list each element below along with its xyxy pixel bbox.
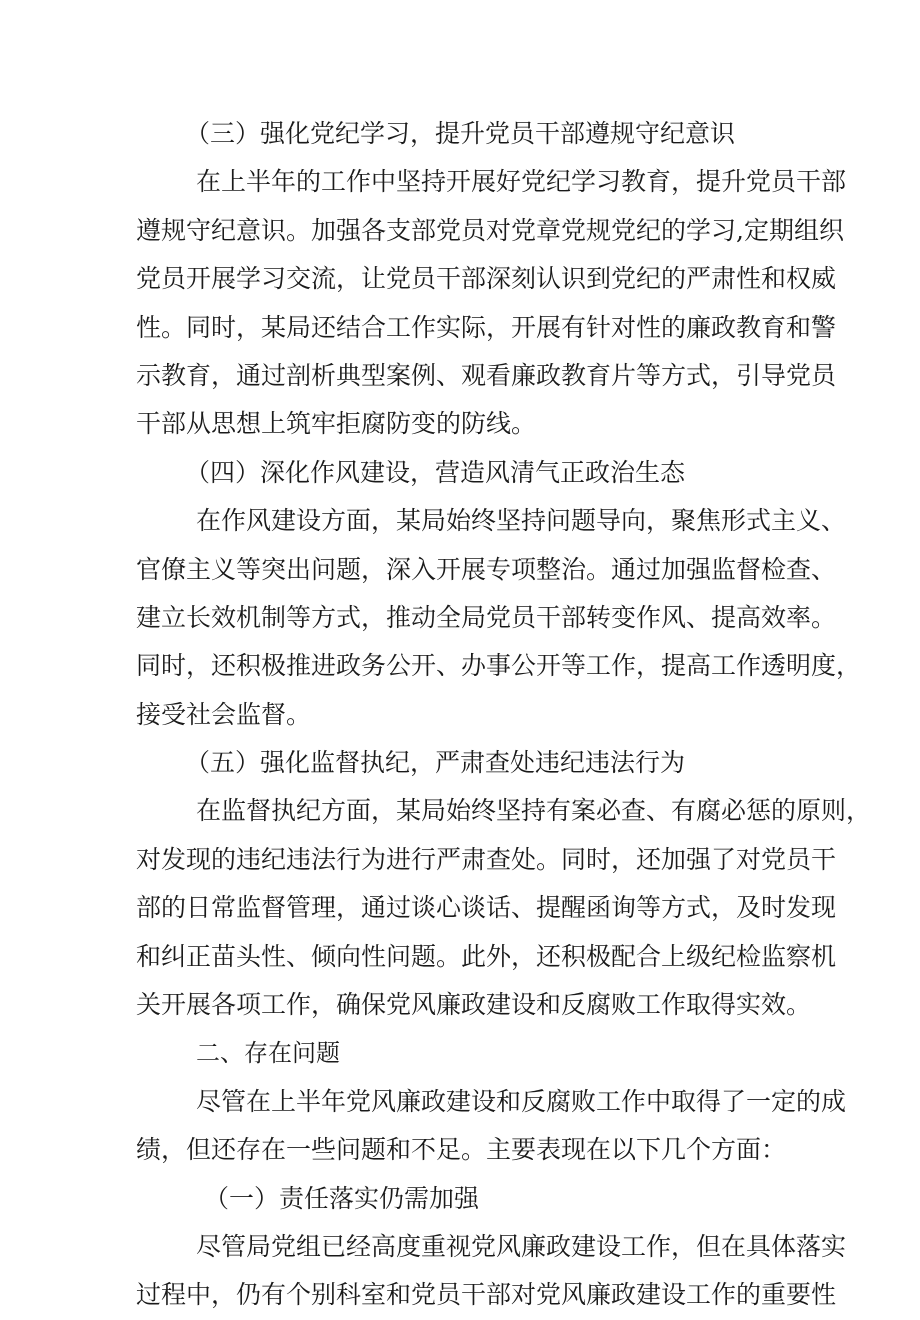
- paragraph-line: 接受社会监督。: [136, 699, 312, 729]
- paragraph-line: 过程中，仍有个别科室和党员干部对党风廉政建设工作的重要性: [136, 1280, 837, 1310]
- paragraph-line: 性。同时，某局还结合工作实际，开展有针对性的廉政教育和警: [136, 312, 837, 342]
- section-heading-3: （三）强化党纪学习，提升党员干部遵规守纪意识: [185, 119, 736, 148]
- paragraph-line: 官僚主义等突出问题，深入开展专项整治。通过加强监督检查、: [136, 554, 837, 584]
- subsection-heading-1: （一）责任落实仍需加强: [204, 1183, 480, 1213]
- paragraph-line: 遵规守纪意识。加强各支部党员对党章党规党纪的学习,定期组织: [136, 215, 844, 245]
- paragraph-line: 党员开展学习交流，让党员干部深刻认识到党纪的严肃性和权威: [136, 264, 837, 294]
- paragraph-line: 建立长效机制等方式，推动全局党员干部转变作风、提高效率。: [136, 602, 837, 632]
- paragraph-line: 部的日常监督管理，通过谈心谈话、提醒函询等方式，及时发现: [136, 893, 837, 923]
- section-heading-5: （五）强化监督执纪，严肃查处违纪违法行为: [185, 748, 686, 778]
- paragraph-line: 在监督执纪方面，某局始终坚持有案必查、有腐必惩的原则，: [196, 796, 872, 826]
- paragraph-line: 同时，还积极推进政务公开、办事公开等工作，提高工作透明度，: [136, 651, 862, 681]
- section-heading-4: （四）深化作风建设，营造风清气正政治生态: [185, 457, 686, 487]
- paragraph-line: 关开展各项工作，确保党风廉政建设和反腐败工作取得实效。: [136, 990, 812, 1020]
- document-body: [136, 110, 872, 1320]
- paragraph-line: 示教育，通过剖析典型案例、观看廉政教育片等方式，引导党员: [136, 360, 837, 390]
- paragraph-line: 和纠正苗头性、倾向性问题。此外，还积极配合上级纪检监察机: [136, 941, 837, 971]
- paragraph-line: 在作风建设方面，某局始终坚持问题导向，聚焦形式主义、: [196, 506, 847, 536]
- paragraph-line: 尽管在上半年党风廉政建设和反腐败工作中取得了一定的成: [196, 1086, 847, 1116]
- chapter-heading-problems: 二、存在问题: [196, 1039, 340, 1068]
- paragraph-line: 对发现的违纪违法行为进行严肃查处。同时，还加强了对党员干: [136, 844, 837, 874]
- paragraph-line: 在上半年的工作中坚持开展好党纪学习教育，提升党员干部: [196, 167, 847, 197]
- paragraph-line: 尽管局党组已经高度重视党风廉政建设工作，但在具体落实: [196, 1231, 847, 1261]
- paragraph-line: 干部从思想上筑牢拒腐防变的防线。: [136, 409, 537, 439]
- paragraph-line: 绩，但还存在一些问题和不足。主要表现在以下几个方面：: [136, 1135, 787, 1165]
